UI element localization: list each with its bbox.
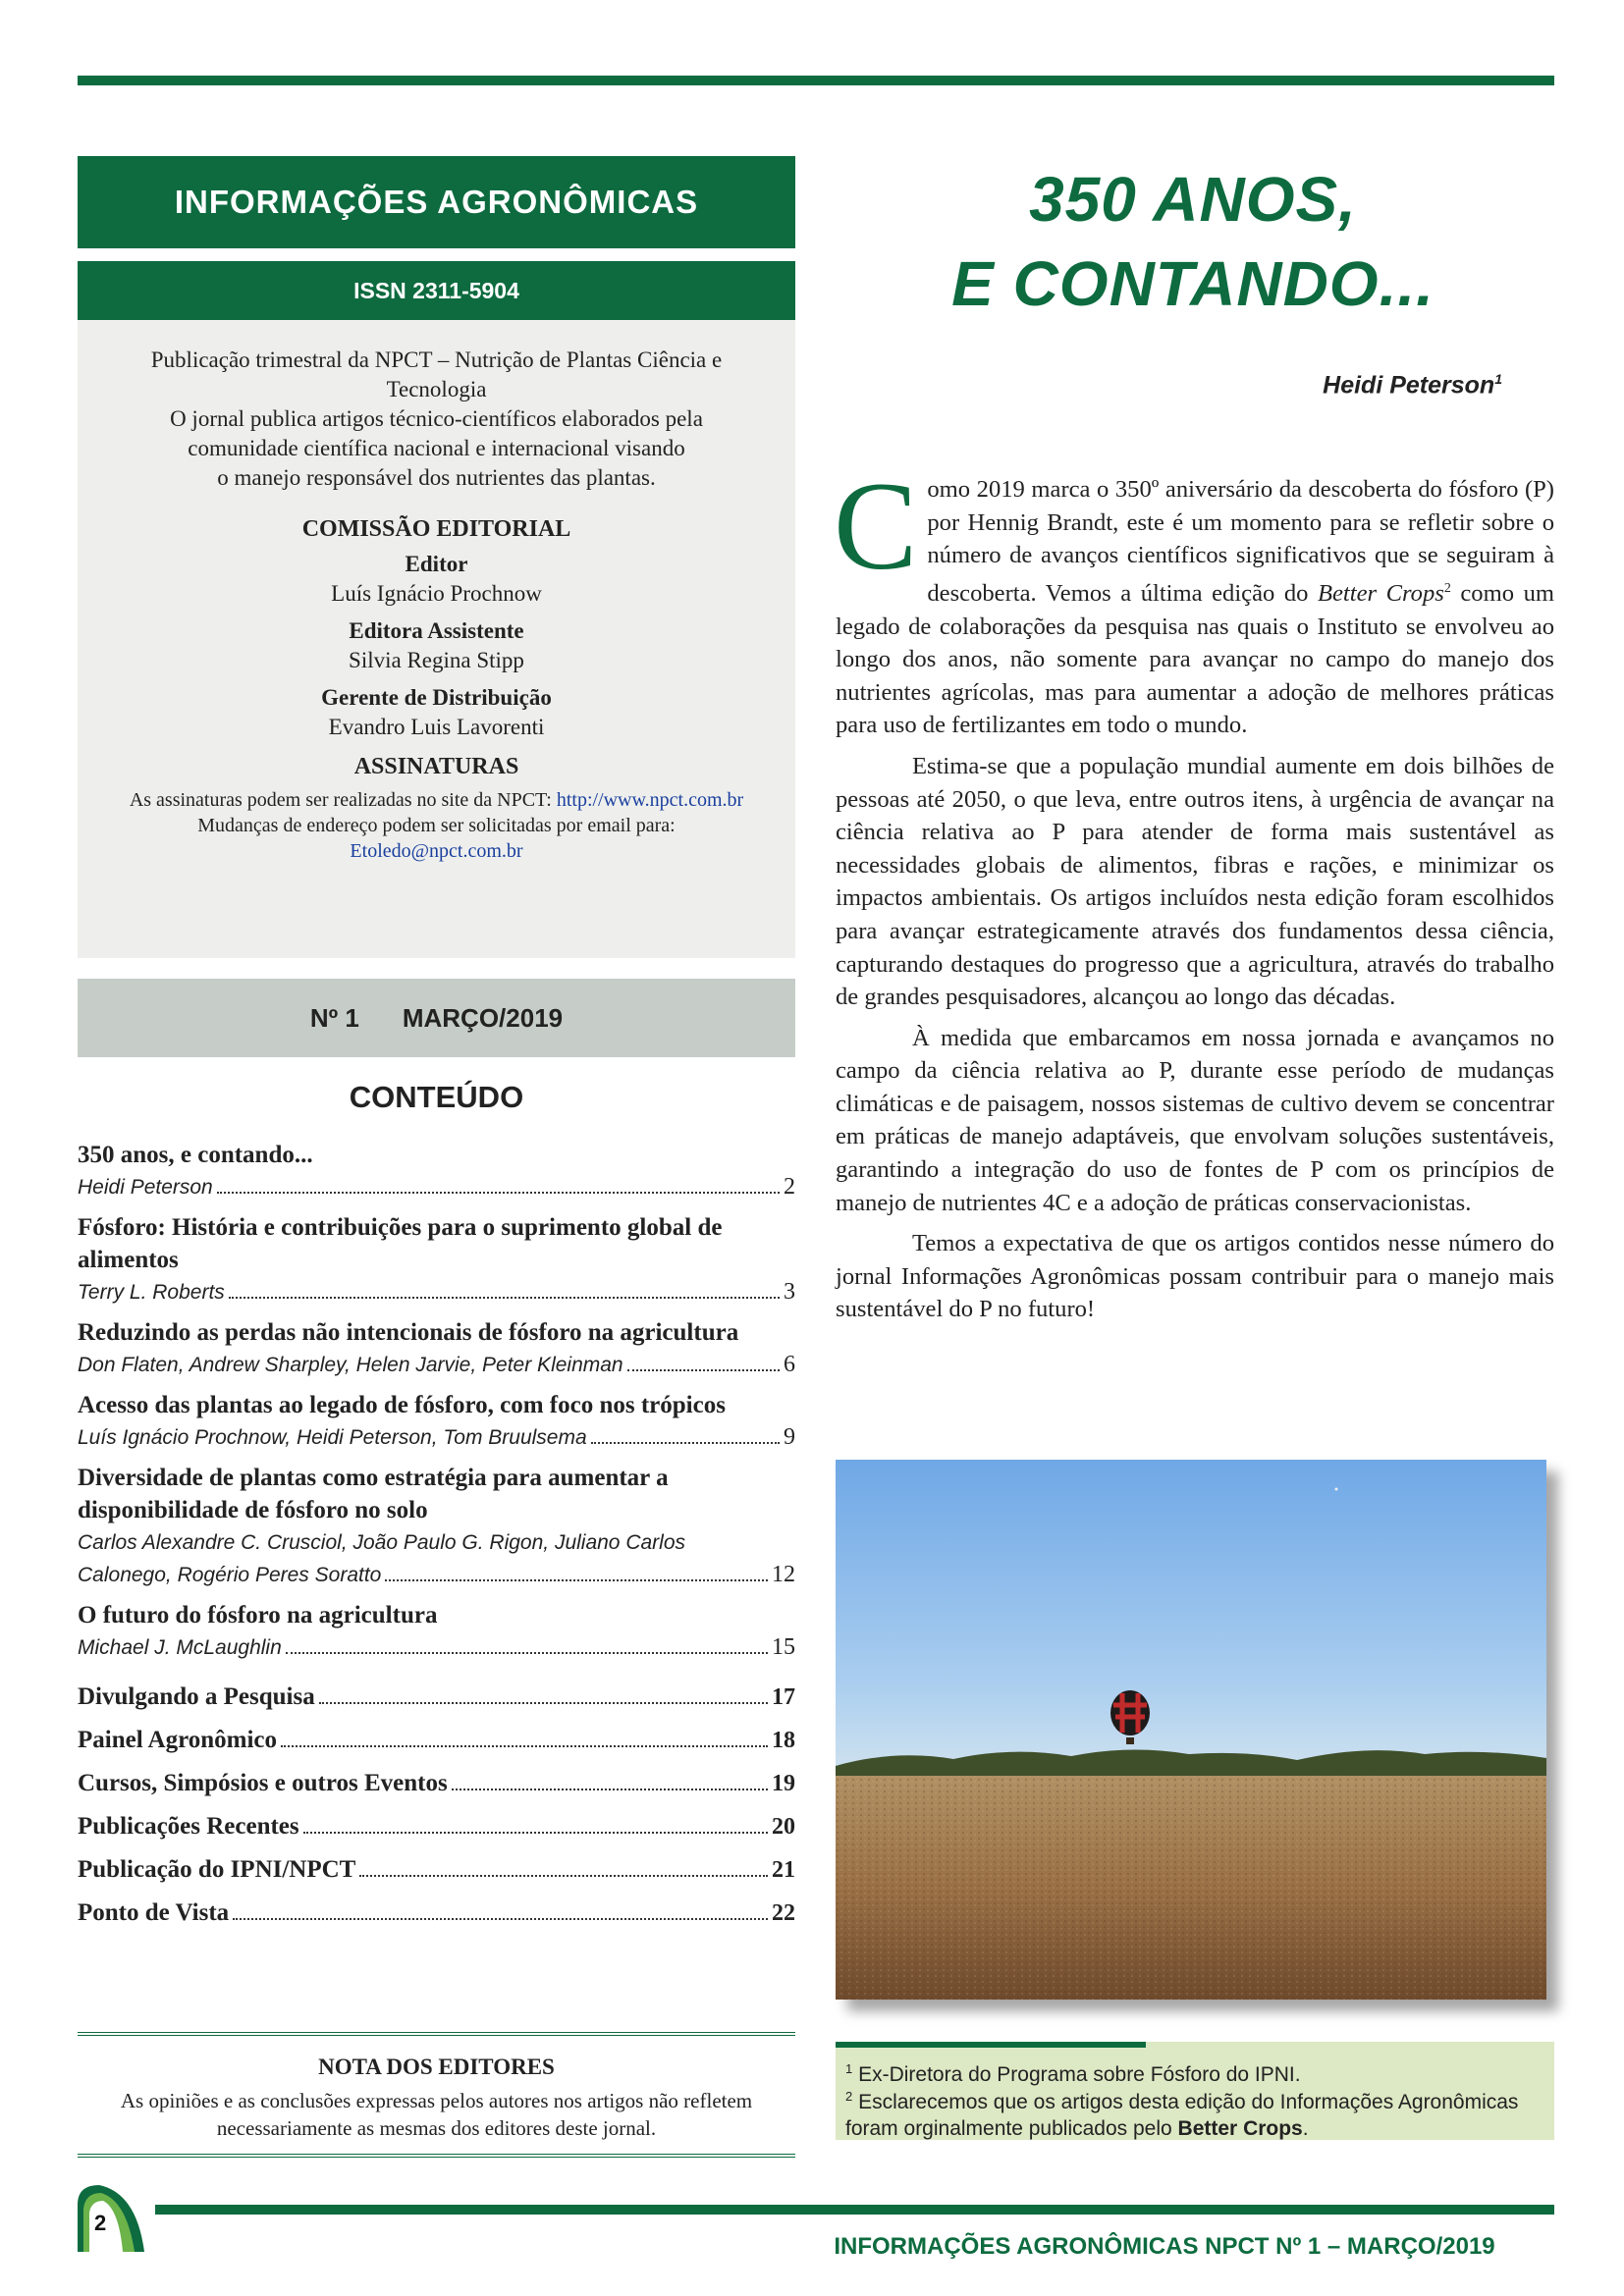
footnote-2 xyxy=(845,2083,1543,2142)
author-name: Heidi Peterson xyxy=(1323,371,1495,400)
subscriptions-info xyxy=(78,787,795,864)
footnote-rule xyxy=(836,2042,1146,2048)
toc-section[interactable] xyxy=(78,1892,795,1935)
toc-section[interactable] xyxy=(78,1719,795,1762)
toc-entry-page: 9 xyxy=(784,1424,795,1450)
subscriptions-heading: ASSINATURAS xyxy=(353,754,519,779)
editor-name: Luís Ignácio Prochnow xyxy=(331,581,542,606)
toc-section-page: 20 xyxy=(772,1814,795,1840)
paragraph xyxy=(834,456,1554,742)
paragraph-text: como um legado de colaborações da pesquisa nas quais o Instituto se envolveu ao longo dos anos, não somente para avançar no campo do manejo dos nutrientes agrícolas, mas para aumentar a adoção de melhores práticas para uso de fertilizantes em todo o mundo. xyxy=(836,579,1554,739)
toc-entry[interactable] xyxy=(78,1389,795,1454)
headline-line: 350 ANOS, xyxy=(1029,164,1357,235)
toc-entry-author: Terry L. Roberts xyxy=(78,1281,225,1304)
toc-section-title: Publicações Recentes xyxy=(78,1813,299,1840)
distribution-role: Gerente de Distribuição xyxy=(321,685,552,710)
footnote-text-end: . xyxy=(1302,2117,1309,2140)
paragraph-text: omo 2019 marca o 350º aniversário da descoberta do fósforo (P) por Hennig Brandt, este é um momento para se refletir sobre o número de avanços científicos significativos que se seguiram à descoberta. Vemos a última edição do xyxy=(927,476,1554,607)
toc-entry-title: O futuro do fósforo na agricultura xyxy=(78,1602,438,1629)
editors-note-text: As opiniões e as conclusões expressas pelos autores nos artigos não refletem necessariamente as mesmas dos editores deste jornal. xyxy=(120,2089,753,2140)
toc-entry-title: Diversidade de plantas como estratégia para aumentar a disponibilidade de fósforo no solo xyxy=(78,1465,669,1523)
editors-note xyxy=(78,2032,795,2158)
article-byline xyxy=(1178,371,1502,400)
address-text: Mudanças de endereço podem ser solicitadas por email para: xyxy=(197,815,676,836)
toc-section[interactable] xyxy=(78,1762,795,1805)
toc-entry-page: 3 xyxy=(784,1279,795,1305)
toc-entry-page: 6 xyxy=(784,1352,795,1377)
page-number: 2 xyxy=(94,2211,107,2235)
toc-section-title: Painel Agronômico xyxy=(78,1727,278,1753)
page-number-badge xyxy=(78,2185,144,2252)
better-crops-title: Better Crops xyxy=(1317,579,1444,607)
footnote-bold-text: Better Crops xyxy=(1177,2117,1303,2140)
toc-entry-author: Luís Ignácio Prochnow, Heidi Peterson, Tom Bruulsema xyxy=(78,1426,587,1449)
bottom-rule xyxy=(155,2205,1554,2215)
toc-entry[interactable] xyxy=(78,1599,795,1664)
toc-entry[interactable] xyxy=(78,1139,795,1203)
toc-entry-author: Carlos Alexandre C. Crusciol, João Paulo G. Rigon, Juliano Carlos xyxy=(78,1531,686,1554)
toc-entry-title: 350 anos, e contando... xyxy=(78,1142,313,1168)
balloon-field-photo xyxy=(836,1460,1546,2000)
toc-section-page: 22 xyxy=(772,1900,795,1926)
description-line: Publicação trimestral da NPCT – Nutrição de Plantas Ciência e Tecnologia xyxy=(150,347,723,401)
description-line: o manejo responsável dos nutrientes das plantas. xyxy=(217,465,656,490)
footnote-text: Esclarecemos que os artigos desta edição do Informações Agronômicas foram orginalmente publicados pelo xyxy=(845,2091,1519,2140)
footnote-number: 2 xyxy=(845,2089,853,2104)
npct-link[interactable]: http://www.npct.com.br xyxy=(556,789,744,811)
editors-note-heading: NOTA DOS EDITORES xyxy=(318,2055,555,2079)
email-link[interactable]: Etoledo@npct.com.br xyxy=(350,840,523,862)
toc-entry-page: 12 xyxy=(772,1562,795,1587)
issue-date: MARÇO/2019 xyxy=(402,1002,564,1033)
issn: ISSN 2311-5904 xyxy=(353,277,519,303)
paragraph: À medida que embarcamos em nossa jornada e avançamos no campo da ciência relativa ao P, durante esse período de mudanças climáticas e de paisagem, nossos sistemas de cultivo devem se concentrar em práticas de manejo adaptáveis, que envolvam soluções sustentáveis, garantindo a integração do uso de fontes de P com os princípios de manejo de nutrientes 4C e a adoção de práticas conservacionistas. xyxy=(836,1024,1554,1216)
toc-entry[interactable] xyxy=(78,1316,795,1381)
leaf-icon xyxy=(78,2185,144,2252)
subscriptions-text: As assinaturas podem ser realizadas no site da NPCT: xyxy=(129,789,552,811)
footer-title: INFORMAÇÕES AGRONÔMICAS NPCT Nº 1 – MARÇO/2019 xyxy=(834,2233,1495,2260)
toc-section-page: 21 xyxy=(772,1857,795,1883)
toc-section-page: 17 xyxy=(772,1684,795,1710)
toc-entry-author: Don Flaten, Andrew Sharpley, Helen Jarvie, Peter Kleinman xyxy=(78,1354,623,1376)
toc-entry-page: 2 xyxy=(784,1174,795,1200)
issue-number: Nº 1 xyxy=(309,1002,359,1033)
toc-entry-title: Reduzindo as perdas não intencionais de fósforo na agricultura xyxy=(78,1319,739,1346)
toc-entry[interactable] xyxy=(78,1462,795,1591)
toc-entry-author: Heidi Peterson xyxy=(78,1176,213,1199)
headline-line: E CONTANDO... xyxy=(951,248,1435,319)
top-rule xyxy=(78,76,1554,85)
toc-entry-author: Calonego, Rogério Peres Soratto xyxy=(78,1564,382,1586)
toc-section-page: 18 xyxy=(772,1728,795,1753)
editorial-heading: COMISSÃO EDITORIAL xyxy=(301,516,571,542)
toc-section[interactable] xyxy=(78,1805,795,1848)
journal-title: INFORMAÇÕES AGRONÔMICAS xyxy=(174,184,699,220)
paragraph: Estima-se que a população mundial aumente em dois bilhões de pessoas até 2050, o que leva, entre outros itens, à urgência de avançar na ciência relativa ao P para atender de forma mais sustentável as necessidades globais de alimentos, fibras e rações, e minimizar os impactos ambientais. Os artigos incluídos nesta edição foram escolhidos para avançar estrategicamente através dos fundamentos dessa ciência, capturando destaques do progresso que a agricultura, através do trabalho de grandes pesquisadores, alcançou ao longo das décadas. xyxy=(836,752,1554,1011)
article-headline xyxy=(938,157,1448,326)
author-footnote-ref: 1 xyxy=(1494,371,1502,387)
journal-description xyxy=(146,346,727,493)
paragraph: Temos a expectativa de que os artigos contidos nesse número do jornal Informações Agronômicas possam contribuir para o manejo mais sustentável do P no futuro! xyxy=(836,1230,1554,1323)
journal-title-banner xyxy=(78,156,795,248)
toc-entry-title: Fósforo: História e contribuições para o suprimento global de alimentos xyxy=(78,1214,723,1273)
issue-bar xyxy=(78,979,795,1057)
distribution-name: Evandro Luis Lavorenti xyxy=(328,715,545,739)
contents-heading: CONTEÚDO xyxy=(349,1080,524,1114)
toc-entry-author: Michael J. McLaughlin xyxy=(78,1636,282,1659)
toc-section[interactable] xyxy=(78,1848,795,1892)
footnote-text: Ex-Diretora do Programa sobre Fósforo do IPNI. xyxy=(858,2063,1301,2086)
toc-section-title: Ponto de Vista xyxy=(78,1899,230,1926)
footnote-number: 1 xyxy=(845,2061,853,2076)
masthead-info-box xyxy=(78,320,795,958)
description-line: O jornal publica artigos técnico-científicos elaborados pela comunidade científica nacional e internacional visando xyxy=(170,406,703,460)
editor-role: Editor xyxy=(405,552,468,576)
toc-entry-title: Acesso das plantas ao legado de fósforo, com foco nos trópicos xyxy=(78,1392,726,1418)
drop-cap: C xyxy=(834,456,918,596)
assistant-role: Editora Assistente xyxy=(349,618,524,643)
issn-bar xyxy=(78,261,795,320)
footnotes-box xyxy=(836,2042,1554,2140)
toc-section[interactable] xyxy=(78,1676,795,1719)
toc-section-title: Cursos, Simpósios e outros Eventos xyxy=(78,1770,448,1796)
toc-section-title: Publicação do IPNI/NPCT xyxy=(78,1856,356,1883)
toc-section-title: Divulgando a Pesquisa xyxy=(78,1683,315,1710)
assistant-name: Silvia Regina Stipp xyxy=(349,648,524,672)
toc-section-page: 19 xyxy=(772,1771,795,1796)
toc-entry[interactable] xyxy=(78,1211,795,1308)
article-body xyxy=(834,456,1554,1334)
table-of-contents xyxy=(78,1139,795,1935)
footnote-ref: 2 xyxy=(1443,580,1451,596)
toc-entry-page: 15 xyxy=(772,1634,795,1660)
